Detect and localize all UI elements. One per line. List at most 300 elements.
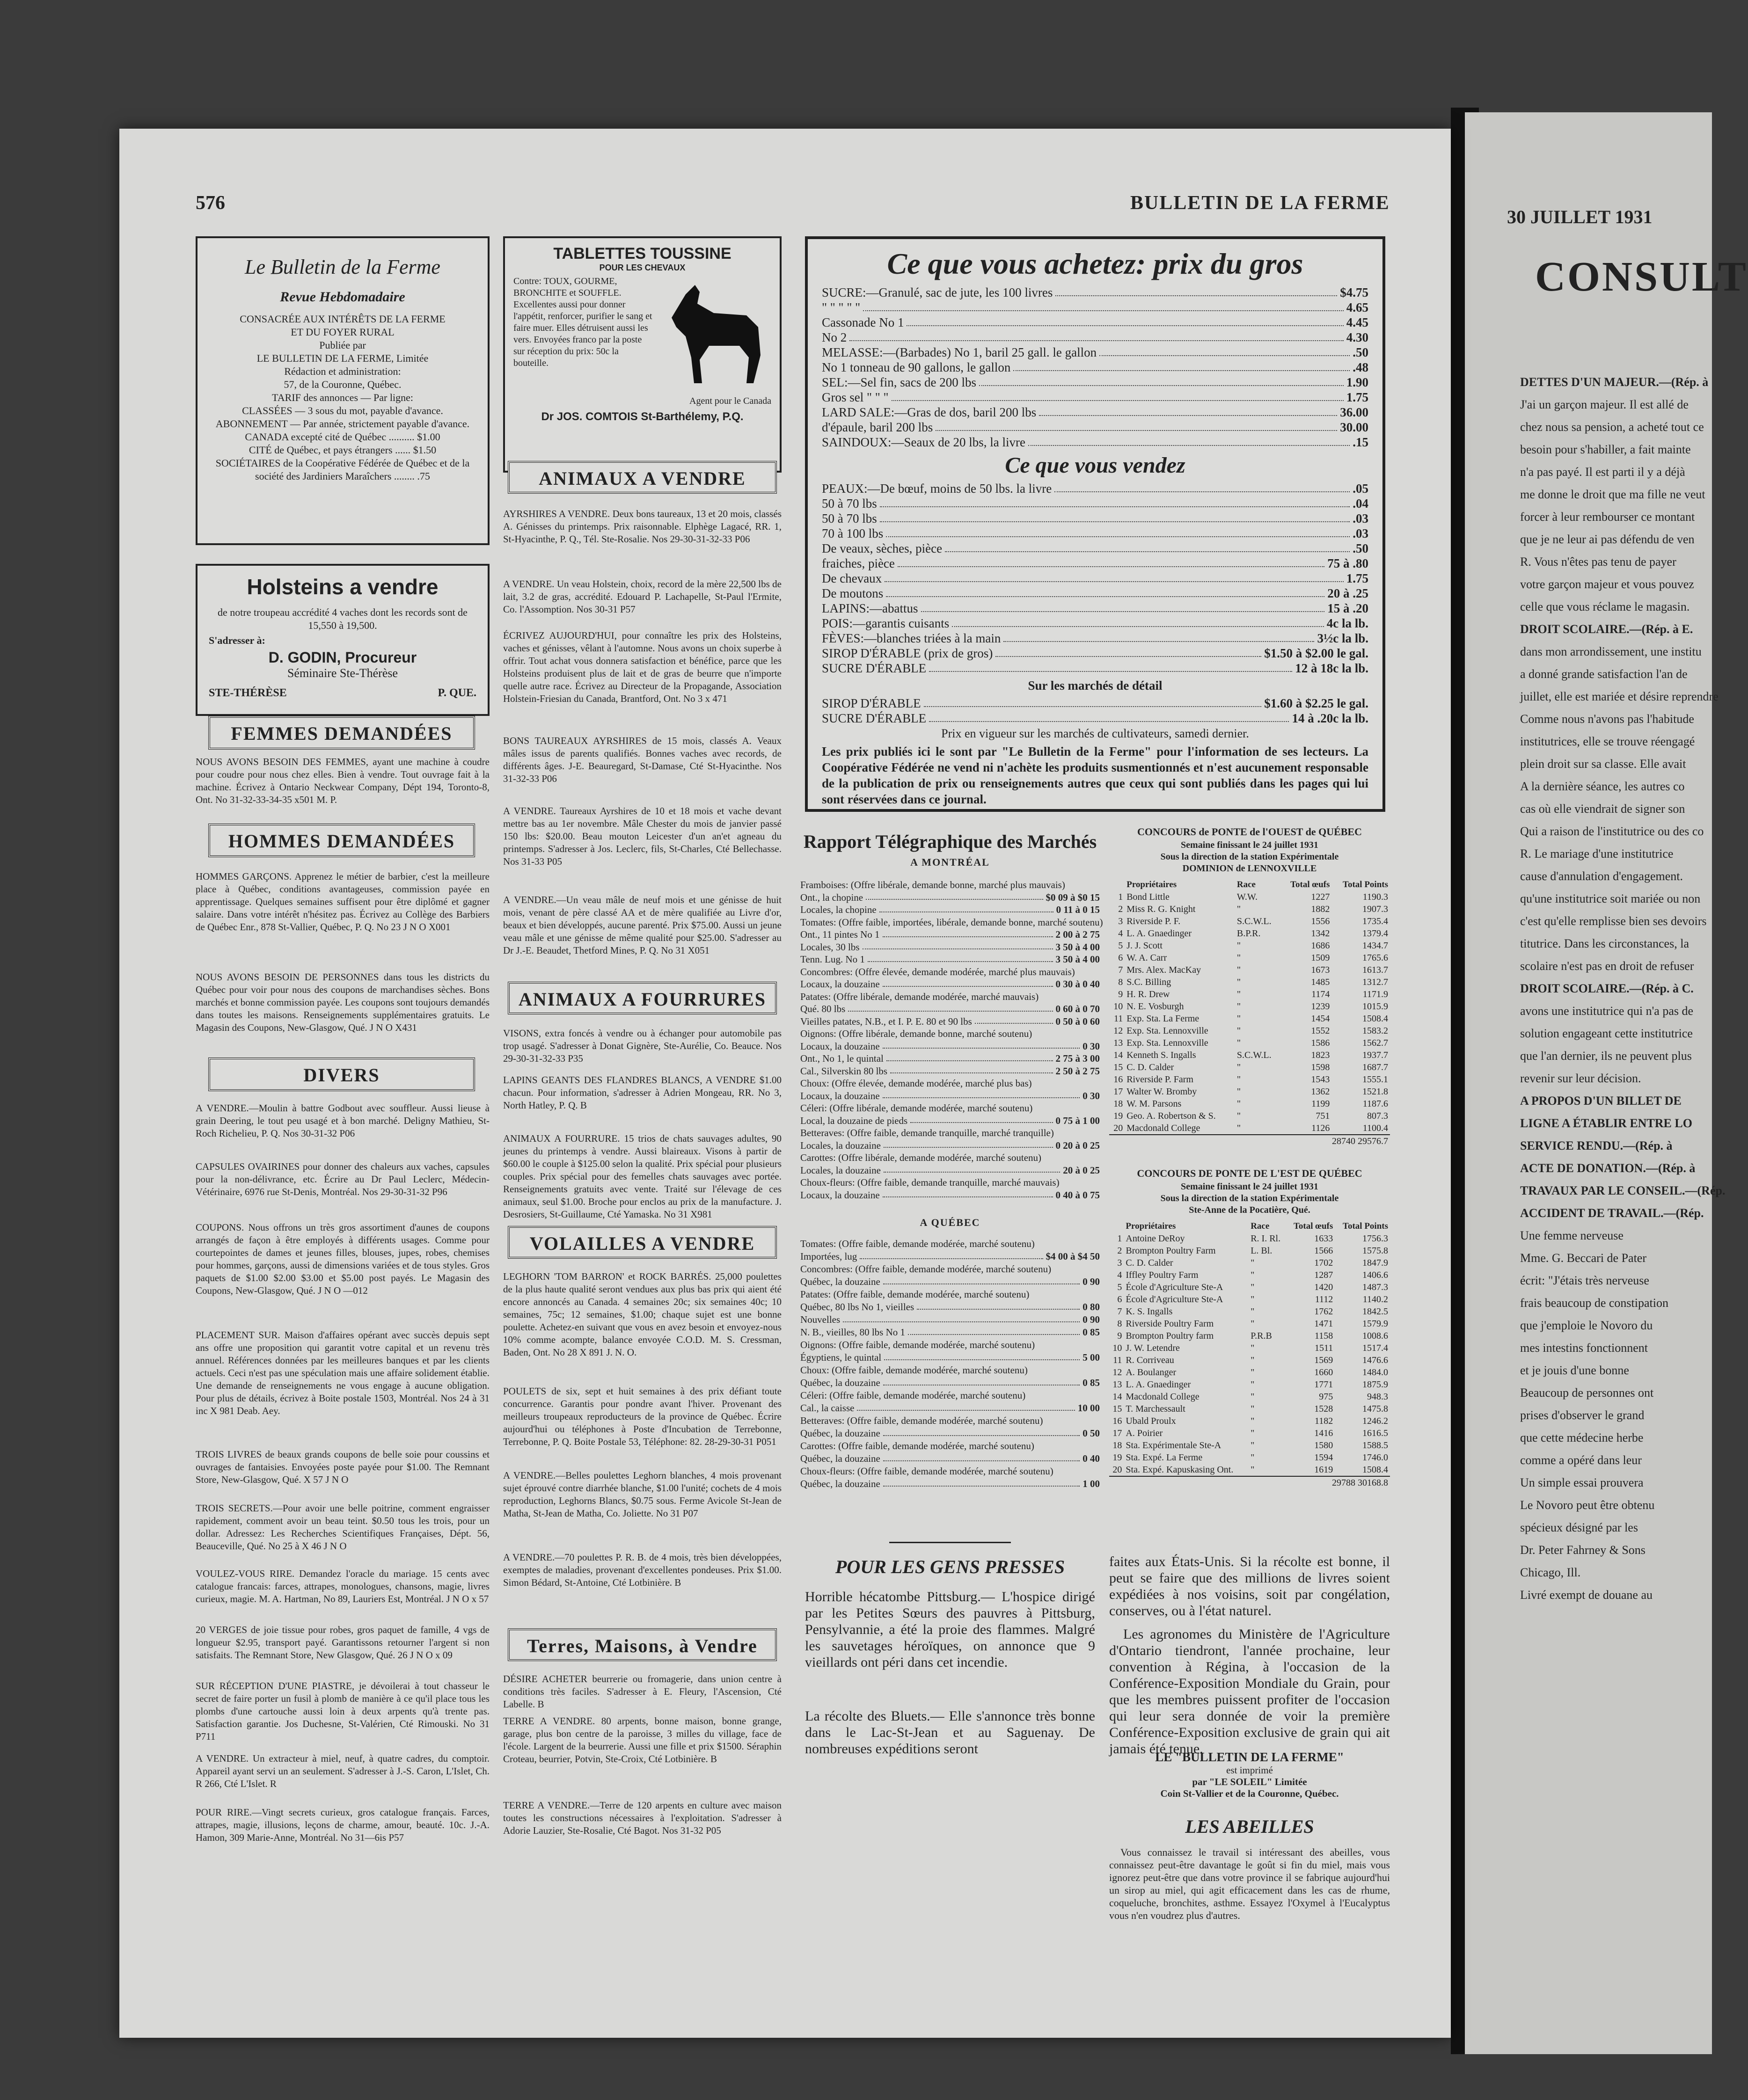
price-label: No 2 <box>822 330 847 344</box>
table-cell: K. S. Ingalls <box>1126 1306 1173 1317</box>
table-row <box>1109 915 1390 927</box>
price-row <box>822 390 1368 405</box>
facing-line: votre garçon majeur et vous pouvez <box>1520 577 1694 591</box>
market-line <box>800 1427 1100 1440</box>
est-sub2: Sous la direction de la station Expérimentale <box>1160 1193 1339 1203</box>
price-row <box>822 330 1368 345</box>
table-cell: Macdonald College <box>1126 1123 1200 1133</box>
market-line: Choux: (Offre faible, demande modérée, marché soutenu) <box>800 1364 1028 1376</box>
table-row <box>1109 1451 1390 1464</box>
table-cell: 6 <box>1117 1294 1122 1305</box>
table-cell: 1508.4 <box>1362 1014 1388 1024</box>
price-label: MELASSE:—(Barbades) No 1, baril 25 gall. le gallon <box>822 345 1097 359</box>
price-label: LARD SALE:—Gras de dos, baril 200 lbs <box>822 405 1037 419</box>
leader-dots <box>880 511 1350 522</box>
table-cell: Miss R. G. Knight <box>1126 904 1196 914</box>
leader-dots <box>883 928 1053 937</box>
table-cell: 1907.3 <box>1362 904 1388 914</box>
table-cell: 12 <box>1112 1367 1122 1378</box>
table-cell: 20 <box>1113 1123 1123 1133</box>
leader-dots <box>883 1478 1080 1487</box>
price-row <box>822 661 1368 676</box>
table-cell: 15 <box>1112 1404 1122 1414</box>
table-cell: " <box>1236 953 1241 963</box>
market-line: Oignons: (Offre faible, demande modérée, marché soutenu) <box>800 1339 1035 1350</box>
table-header: Total œufs <box>1293 1221 1333 1231</box>
market-line <box>800 1478 1100 1490</box>
rapport-montreal: A MONTRÉAL <box>910 856 990 868</box>
market-item: Québec, 80 lbs No 1, vieilles <box>800 1301 914 1312</box>
table-cell: Geo. A. Robertson & S. <box>1126 1111 1216 1121</box>
leader-dots <box>929 661 1292 672</box>
table-cell: 1702 <box>1314 1258 1333 1268</box>
tablettes-agent: Agent pour le Canada <box>689 396 771 406</box>
facing-line: TRAVAUX PAR LE CONSEIL.—(Rép. <box>1520 1184 1726 1197</box>
facing-line: institutrices, elle se trouve réengagé <box>1520 735 1695 748</box>
imprime-line2: est imprimé <box>1226 1765 1273 1776</box>
leader-dots <box>890 1065 1053 1074</box>
col1-ad: A VENDRE. Un extracteur à miel, neuf, à quatre cadres, du comptoir. Appareil ayant servi un an seulement. S'adresser à J.-S. Caron, L'Islet, Ch. R 266, Cté L'Islet. R <box>196 1753 490 1789</box>
table-cell: Walter W. Bromby <box>1126 1086 1197 1097</box>
table-cell: 1174 <box>1311 989 1330 999</box>
table-cell: 1182 <box>1315 1416 1333 1426</box>
leader-dots <box>885 571 1344 582</box>
leader-dots <box>886 526 1350 537</box>
section-hommes: HOMMES DEMANDÉES <box>208 824 475 857</box>
masthead-subtitle: Revue Hebdomadaire <box>280 289 405 305</box>
market-price: $4 00 à $4 50 <box>1046 1251 1100 1262</box>
price-row <box>822 556 1368 571</box>
price-label: FÈVES:—blanches triées à la main <box>822 631 1001 645</box>
market-item: Nouvelles <box>800 1314 841 1325</box>
table-cell: 11 <box>1113 1014 1123 1024</box>
table-cell: 1342 <box>1311 928 1330 939</box>
etats-unis-text: faites aux États-Unis. Si la récolte est bonne, il peut se faire que des millions de livres soient expédiées à nos voisins, soit par congélation, conserves, ou à l'état naturel. <box>1109 1554 1390 1619</box>
table-cell: Antoine DeRoy <box>1126 1233 1185 1244</box>
table-cell: 1362 <box>1311 1086 1330 1097</box>
facing-line: que l'an dernier, ils ne peuvent plus <box>1520 1049 1692 1063</box>
table-cell: 13 <box>1112 1379 1122 1390</box>
col1-ad: TROIS LIVRES de beaux grands coupons de belle soie pour coussins et ouvrages de fantaisies. Envoyées poste payée pour $1.00. The Remnant Store, New-Glasgow, Qué. X 57 J N O <box>196 1449 490 1485</box>
table-cell: Mrs. Alex. MacKay <box>1126 965 1201 975</box>
table-cell: S.C.W.L. <box>1236 916 1272 926</box>
prix-title: Ce que vous achetez: prix du gros <box>887 247 1303 280</box>
table-cell: 9 <box>1118 989 1123 999</box>
leader-dots <box>975 1015 1053 1024</box>
table-cell: 1882 <box>1311 904 1330 914</box>
leader-dots <box>1039 405 1337 416</box>
table-cell: 1598 <box>1311 1062 1330 1072</box>
table-cell: École d'Agriculture Ste-A <box>1126 1282 1223 1292</box>
leader-dots <box>908 1326 1080 1335</box>
table-cell: 1379.4 <box>1362 928 1388 939</box>
table-cell: 1528 <box>1314 1404 1333 1414</box>
table-row <box>1109 1232 1390 1245</box>
table-cell: 5 <box>1117 1282 1122 1292</box>
facing-line: dans mon arrondissement, une institu <box>1520 645 1702 658</box>
col2-ad: A VENDRE. Taureaux Ayrshires de 10 et 18 mois et vache devant mettre bas au 1er novembre. Mâle Chester du mois de janvier passé 150 lbs: $20.00. Beau mouton Leicester d'un an'et agneau du printemps. S'adresser à Jos. Leclerc, fils, St-Charles, Cté Bellechasse. Nos 31-33 P05 <box>503 805 782 867</box>
masthead-line: CLASSÉES — 3 sous du mot, payable d'avance. <box>242 405 443 416</box>
market-price: 3 50 à 4 00 <box>1055 954 1100 965</box>
table-row <box>1109 927 1390 940</box>
table-cell: 16 <box>1112 1416 1122 1426</box>
price-row <box>822 345 1368 360</box>
price-label: No 1 tonneau de 90 gallons, le gallon <box>822 360 1011 374</box>
market-price: 0 40 <box>1082 1453 1100 1464</box>
leader-dots <box>866 891 1043 900</box>
market-line: Concombres: (Offre élevée, demande modérée, marché plus mauvais) <box>800 966 1075 977</box>
table-cell: 1487.3 <box>1362 1282 1388 1292</box>
facing-line: comme a opéré dans leur <box>1520 1453 1642 1467</box>
facing-line: avons une institutrice qui n'a pas de <box>1520 1004 1694 1018</box>
market-line: Carottes: (Offre libérale, demande modérée, marché soutenu) <box>800 1152 1042 1163</box>
market-line <box>800 978 1100 991</box>
leader-dots <box>917 1301 1080 1310</box>
price-value: $4.75 <box>1340 285 1368 299</box>
table-cell: " <box>1251 1416 1255 1426</box>
market-line <box>800 1402 1100 1415</box>
gens-title: POUR LES GENS PRESSES <box>835 1556 1065 1577</box>
market-item: Ont., No 1, le quintal <box>800 1053 884 1064</box>
market-item: Tenn. Lug. No 1 <box>800 954 865 965</box>
market-line <box>800 1313 1100 1326</box>
market-item: Vieilles patates, N.B., et I. P. E. 80 et 90 lbs <box>800 1015 972 1027</box>
table-cell: 18 <box>1113 1099 1123 1109</box>
facing-line: cause d'annulation d'engagement. <box>1520 869 1683 883</box>
table-cell: " <box>1236 977 1241 987</box>
facing-line: celle que vous réclame le magasin. <box>1520 600 1690 613</box>
leader-dots <box>886 1052 1053 1061</box>
facing-line: écrit: "J'étais très nerveuse <box>1520 1274 1649 1287</box>
prix-sell-title: Ce que vous vendez <box>1005 453 1185 478</box>
price-label: SUCRE D'ÉRABLE <box>822 711 927 725</box>
facing-line: c'est qu'elle remplisse bien ses devoirs <box>1520 914 1707 928</box>
market-item: Québec, la douzaine <box>800 1377 880 1388</box>
table-cell: 1239 <box>1311 1001 1330 1012</box>
table-total: 28740 29576.7 <box>1109 1135 1390 1147</box>
table-cell: A. Boulanger <box>1126 1367 1177 1378</box>
leader-dots <box>898 556 1324 567</box>
market-item: Locaux, la douzaine <box>800 1040 880 1052</box>
market-item: Ont., 11 pintes No 1 <box>800 929 880 940</box>
market-line <box>800 1189 1100 1202</box>
table-cell: 20 <box>1112 1465 1122 1475</box>
facing-line: mes intestins fonctionnent <box>1520 1341 1648 1355</box>
table-cell: Macdonald College <box>1126 1392 1199 1402</box>
col1-ad: 20 VERGES de joie tissue pour robes, gros paquet de famille, 4 vgs de longueur $2.95, transport payé. Garantissons retourner l'argent si non satisfaits. The Remnant Store, New Glasgow, Qué. 26 J N O x 09 <box>196 1624 490 1661</box>
table-cell: 1765.6 <box>1362 953 1388 963</box>
market-item: Importées, lug <box>800 1251 857 1262</box>
table-cell: J. J. Scott <box>1126 941 1163 951</box>
leader-dots <box>1054 481 1350 492</box>
price-value: $1.50 à $2.00 le gal. <box>1264 646 1368 660</box>
col2-ad: LEGHORN 'TOM BARRON' et ROCK BARRÉS. 25,000 poulettes de la plus haute qualité seront vendues aux plus bas prix qui aient été encore annoncés au Canada. 4 semaines 20c; six semaines 40c; 10 semaines, 75c; 12 semaines, $1.00; chaque sujet est une bonne poulette. Achetez-en suivant que vous en avez besoin et envoyez-nous 10% comme acompte, balance envoyée C.O.D. M. S. Cressman, Baden, Ont. No 28 X 891 J. N. O. <box>503 1271 782 1358</box>
table-row <box>1109 1293 1390 1305</box>
price-value: 14 à .20c la lb. <box>1292 711 1368 725</box>
table-cell: 1511 <box>1315 1343 1333 1353</box>
market-line: Choux: (Offre élevée, demande modérée, marché plus bas) <box>800 1078 1032 1089</box>
masthead-line: LE BULLETIN DE LA FERME, Limitée <box>256 352 429 364</box>
table-cell: 1569 <box>1314 1355 1333 1365</box>
table-header: Total œufs <box>1290 880 1330 890</box>
price-row <box>822 435 1368 450</box>
table-cell: " <box>1251 1343 1255 1353</box>
table-cell: " <box>1236 1062 1241 1072</box>
price-label: SAINDOUX:—Seaux de 20 lbs, la livre <box>822 435 1025 449</box>
table-cell: 1875.9 <box>1362 1379 1388 1390</box>
price-row <box>822 696 1368 711</box>
col2-ad: ANIMAUX A FOURRURE. 15 trios de chats sauvages adultes, 90 jeunes du printemps à vendre. Aussi blaireaux. Visons à partir de $60.00 le couple à $125.00 selon la qualité. Prix spécial pour plusieurs couples. Prix spécial pour des femelles chats sauvages avec portée. Renseignements gratuits avec vente. Traité sur l'élevage de ces animaux, seul $1.00. Broche pour enclos au prix de la manufacture. J. Desrosiers, St-Guillaume, Cté Yamaska. No 31 X981 <box>503 1133 782 1220</box>
price-value: 1.75 <box>1346 571 1368 585</box>
table-cell: C. D. Calder <box>1126 1062 1174 1072</box>
table-cell: B.P.R. <box>1236 928 1261 939</box>
market-price: 0 20 à 0 25 <box>1055 1139 1100 1151</box>
price-label: LAPINS:—abattus <box>822 601 918 615</box>
masthead-line: Rédaction et administration: <box>284 365 401 377</box>
table-cell: 1660 <box>1314 1367 1333 1378</box>
price-value: .03 <box>1353 511 1368 525</box>
rapport-quebec: A QUÉBEC <box>920 1217 980 1228</box>
market-price: 5 00 <box>1082 1352 1100 1363</box>
table-cell: 5 <box>1118 941 1123 951</box>
facing-line: plein droit sur sa classe. Elle avait <box>1520 757 1686 771</box>
table-cell: 1613.7 <box>1362 965 1388 975</box>
leader-dots <box>952 616 1324 627</box>
leader-dots <box>863 300 1344 311</box>
leader-dots <box>883 1040 1080 1049</box>
table-cell: 1171.9 <box>1362 989 1388 999</box>
market-line: Carottes: (Offre faible, demande modérée, marché soutenu) <box>800 1440 1034 1451</box>
table-cell: 1471 <box>1314 1319 1333 1329</box>
ouest-sub2: Sous la direction de la station Expérimentale <box>1160 852 1339 862</box>
holsteins-org: Séminaire Ste-Thérèse <box>287 666 398 680</box>
table-cell: 1126 <box>1311 1123 1330 1133</box>
table-row <box>1109 1122 1390 1135</box>
table-cell: 1594 <box>1314 1452 1333 1463</box>
facing-line: Mme. G. Beccari de Pater <box>1520 1251 1647 1265</box>
leader-dots <box>936 420 1337 431</box>
table-cell: 2 <box>1117 1246 1122 1256</box>
table-row <box>1109 1391 1390 1403</box>
table-cell: W. A. Carr <box>1126 953 1167 963</box>
market-line: Patates: (Offre faible, demande modérée, marché soutenu) <box>800 1289 1030 1300</box>
table-cell: 13 <box>1113 1038 1123 1048</box>
table-cell: 1312.7 <box>1362 977 1388 987</box>
market-price: 0 50 <box>1082 1428 1100 1439</box>
masthead-line: CITÉ de Québec, et pays étrangers ...... $1.50 <box>249 444 437 456</box>
masthead-line: CONSACRÉE AUX INTÉRÊTS DE LA FERME <box>240 313 446 325</box>
price-row <box>822 300 1368 315</box>
facing-line: Un simple essai prouvera <box>1520 1476 1644 1489</box>
table-cell: " <box>1251 1367 1255 1378</box>
leader-dots <box>880 496 1350 507</box>
table-cell: 1771 <box>1314 1379 1333 1390</box>
facing-line: J'ai un garçon majeur. Il est allé de <box>1520 398 1689 411</box>
table-row <box>1109 1464 1390 1476</box>
holsteins-contact: S'adresser à: <box>209 634 265 646</box>
facing-line: A la dernière séance, les autres co <box>1520 780 1685 793</box>
holsteins-text: de notre troupeau accrédité 4 vaches dont les records sont de 15,550 à 19,500. <box>218 606 468 631</box>
facing-line: que je ne leur ai pas défendu de ven <box>1520 532 1695 546</box>
market-price: 10 00 <box>1077 1402 1100 1414</box>
tablettes-title: TABLETTES TOUSSINE <box>553 245 731 262</box>
table-row <box>1109 1073 1390 1086</box>
market-line: Tomates: (Offre faible, demande modérée, marché soutenu) <box>800 1238 1035 1249</box>
leader-dots <box>884 1139 1053 1148</box>
price-label: SIROP D'ÉRABLE <box>822 696 921 710</box>
prix-detail-rows <box>822 696 1368 726</box>
table-cell: " <box>1236 1086 1241 1097</box>
table-row <box>1109 1330 1390 1342</box>
market-price: 0 30 <box>1082 1090 1100 1101</box>
price-row <box>822 541 1368 556</box>
facing-line: spécieux désigné par les <box>1520 1521 1638 1534</box>
price-row <box>822 360 1368 375</box>
leader-dots <box>921 601 1325 612</box>
table-cell: École d'Agriculture Ste-A <box>1126 1294 1223 1305</box>
table-cell: " <box>1251 1428 1255 1438</box>
abeilles-title: LES ABEILLES <box>1185 1816 1314 1837</box>
market-item: Locales, 30 lbs <box>800 941 860 953</box>
table-row <box>1109 1415 1390 1427</box>
ouest-sub1: Semaine finissant le 24 juillet 1931 <box>1181 840 1318 850</box>
leader-dots <box>924 696 1262 707</box>
table-cell: " <box>1251 1306 1255 1317</box>
table-cell: S.C. Billing <box>1126 977 1171 987</box>
table-row <box>1109 952 1390 964</box>
col1-ad: HOMMES GARÇONS. Apprenez le métier de barbier, c'est la meilleure place à Québec, conditions avantageuses, commission payée en apprentissage. Quelques semaines suffisent pour être diplômé et gagner salaire. Dans votre intérêt n'hésitez pas. Écrivez au Collège des Barbiers de Québec Enr., 878 St-Vallier, Québec, P. Q. No 23 J N O X001 <box>196 871 490 933</box>
table-cell: 1190.3 <box>1362 892 1388 902</box>
facing-line: besoin pour s'habiller, a fait mainte <box>1520 443 1691 456</box>
table-cell: 1556 <box>1311 916 1330 926</box>
table-cell: Kenneth S. Ingalls <box>1126 1050 1196 1060</box>
gens-p1: Horrible hécatombe Pittsburg.— L'hospice dirigé par les Petites Sœurs des pauvres à Pittsburg, Pensylvannie, a été la proie des flammes. Malgré les sauvetages héroïques, on annonce que 9 vieillards ont péri dans cet incendie. <box>805 1589 1095 1670</box>
table-row <box>1109 1098 1390 1110</box>
table-cell: A. Poirier <box>1126 1428 1163 1438</box>
facing-line: forcer à leur rembourser ce montant <box>1520 510 1695 524</box>
price-value: .50 <box>1353 541 1368 555</box>
facing-line: LIGNE A ÉTABLIR ENTRE LO <box>1520 1116 1692 1130</box>
facing-line: me donne le droit que ma fille ne veut <box>1520 488 1705 501</box>
section-fourrures: ANIMAUX A FOURRURES <box>508 982 777 1014</box>
imprime-line3: par "LE SOLEIL" Limitée <box>1192 1776 1307 1787</box>
market-line: Céleri: (Offre libérale, demande modérée, marché soutenu) <box>800 1102 1033 1114</box>
col2-ad: AYRSHIRES A VENDRE. Deux bons taureaux, 13 et 20 mois, classés A. Génisses du printemps. Prix raisonnable. Elphège Lagacé, RR. 1, St-Hyacinthe, P. Q., Tél. Ste-Rosalie. Nos 29-30-31-32-33 P06 <box>503 508 782 545</box>
table-cell: 8 <box>1118 977 1123 987</box>
table-cell: 12 <box>1113 1026 1123 1036</box>
table-cell: 1199 <box>1311 1099 1330 1109</box>
price-value: .03 <box>1353 526 1368 540</box>
table-cell: T. Marchessault <box>1126 1404 1185 1414</box>
table-row <box>1109 976 1390 988</box>
section-volailles: VOLAILLES A VENDRE <box>508 1226 777 1259</box>
price-row <box>822 616 1368 631</box>
table-cell: 19 <box>1112 1452 1122 1463</box>
table-cell: " <box>1251 1452 1255 1463</box>
price-value: 12 à 18c la lb. <box>1295 661 1368 675</box>
horse-illustration <box>658 276 770 393</box>
price-row <box>822 586 1368 601</box>
table-cell: " <box>1251 1294 1255 1305</box>
facing-line: que cette médecine herbe <box>1520 1431 1644 1444</box>
price-value: 1.90 <box>1346 375 1368 389</box>
market-item: Local, la douzaine de pieds <box>800 1115 908 1126</box>
table-row <box>1109 1061 1390 1073</box>
market-item: Qué. 80 lbs <box>800 1003 846 1014</box>
table-cell: 1673 <box>1311 965 1330 975</box>
table-header: Propriétaires <box>1126 1221 1176 1231</box>
leader-dots <box>1099 345 1350 356</box>
table-cell: 1158 <box>1315 1331 1333 1341</box>
market-price: 0 90 <box>1082 1276 1100 1287</box>
table-cell: Brompton Poultry farm <box>1126 1331 1214 1341</box>
table-row <box>1109 1269 1390 1281</box>
price-value: .48 <box>1353 360 1368 374</box>
running-title: BULLETIN DE LA FERME <box>1130 192 1390 214</box>
table-cell: 1756.3 <box>1362 1233 1388 1244</box>
market-item: Locales, la douzaine <box>800 1139 881 1151</box>
facing-line: a donné grande satisfaction l'an de <box>1520 667 1688 681</box>
table-row <box>1109 1427 1390 1439</box>
table-cell: Riverside Poultry Farm <box>1126 1319 1214 1329</box>
price-label: fraiches, pièce <box>822 556 895 570</box>
table-cell: 1619 <box>1314 1465 1333 1475</box>
market-line <box>800 1377 1100 1389</box>
market-price: 0 30 à 0 40 <box>1055 978 1100 990</box>
table-cell: 1287 <box>1314 1270 1333 1280</box>
market-price: 20 à 0 25 <box>1063 1164 1100 1176</box>
market-line: Patates: (Offre libérale, demande modérée, marché mauvais) <box>800 991 1039 1002</box>
market-line <box>800 904 1100 916</box>
facing-line: juillet, elle est mariée et désire reprendre <box>1520 690 1719 703</box>
leader-dots <box>892 390 1344 401</box>
table-cell: 6 <box>1118 953 1123 963</box>
market-item: Égyptiens, le quintal <box>800 1352 882 1363</box>
price-value: 36.00 <box>1340 405 1368 419</box>
market-item: Locales, la chopine <box>800 904 877 915</box>
tablettes-text: Contre: TOUX, GOURME, BRONCHITE et SOUFFLE. Excellentes aussi pour donner l'appétit, renforcer, purifier le sang et faire muer. Elles détruisent aussi les vers. Envoyées franco par la poste sur réception du prix: 50c la bouteille. <box>513 276 652 368</box>
facing-line: frais beaucoup de constipation <box>1520 1296 1668 1310</box>
market-line <box>800 1003 1100 1015</box>
market-price: 2 75 à 3 00 <box>1055 1053 1100 1064</box>
holsteins-title: Holsteins a vendre <box>247 575 439 599</box>
market-price: 0 60 à 0 70 <box>1055 1003 1100 1014</box>
table-cell: 11 <box>1113 1355 1122 1365</box>
market-price: 0 80 <box>1082 1301 1100 1312</box>
facing-line: DROIT SCOLAIRE.—(Rép. à C. <box>1520 982 1694 995</box>
col1-ad: POUR RIRE.—Vingt secrets curieux, gros catalogue français. Farces, attrapes, magie, illusions, leçons de charme, amour, beauté. 10c. J.-A. Hamon, 309 Marie-Anne, Montréal. No 31—6is P57 <box>196 1807 490 1843</box>
table-cell: 4 <box>1118 928 1123 939</box>
table-cell: 1015.9 <box>1362 1001 1388 1012</box>
table-row <box>1109 1257 1390 1269</box>
table-cell: " <box>1251 1270 1255 1280</box>
table-cell: 1406.6 <box>1362 1270 1388 1280</box>
prix-rows <box>822 285 1368 450</box>
market-line <box>800 1115 1100 1127</box>
leader-dots <box>857 1402 1075 1411</box>
col2-ad: TERRE A VENDRE. 80 arpents, bonne maison, bonne grange, garage, plus bon centre de la paroisse, 3 milles du village, face de l'école. Largent de la beurrerie. Aussi une fille et prix $1500. Séraphin Croteau, beurrier, Potvin, Ste-Croix, Cté Lotbinière. B <box>503 1715 782 1765</box>
leader-dots <box>1013 360 1350 371</box>
facing-line: DETTES D'UN MAJEUR.—(Rép. à <box>1520 375 1709 389</box>
price-value: 30.00 <box>1340 420 1368 434</box>
facing-line: Comme nous n'avons pas l'habitude <box>1520 712 1694 726</box>
prix-sell-rows <box>822 481 1368 676</box>
table-cell: 15 <box>1113 1062 1123 1072</box>
market-line <box>800 953 1100 966</box>
market-line <box>800 1250 1100 1263</box>
price-value: 75 à .80 <box>1327 556 1368 570</box>
col2-ad: A VENDRE.—Belles poulettes Leghorn blanches, 4 mois provenant sujet éprouvé contre diarrhée blanche, $1.00 l'unité; cochets de 4 mois reproduction, Leghorns Blancs, $0.75 sous. Ferme Avicole St-Jean de Matha, St-Jean de Matha, Co. Joliette. No 31 P07 <box>503 1470 782 1519</box>
